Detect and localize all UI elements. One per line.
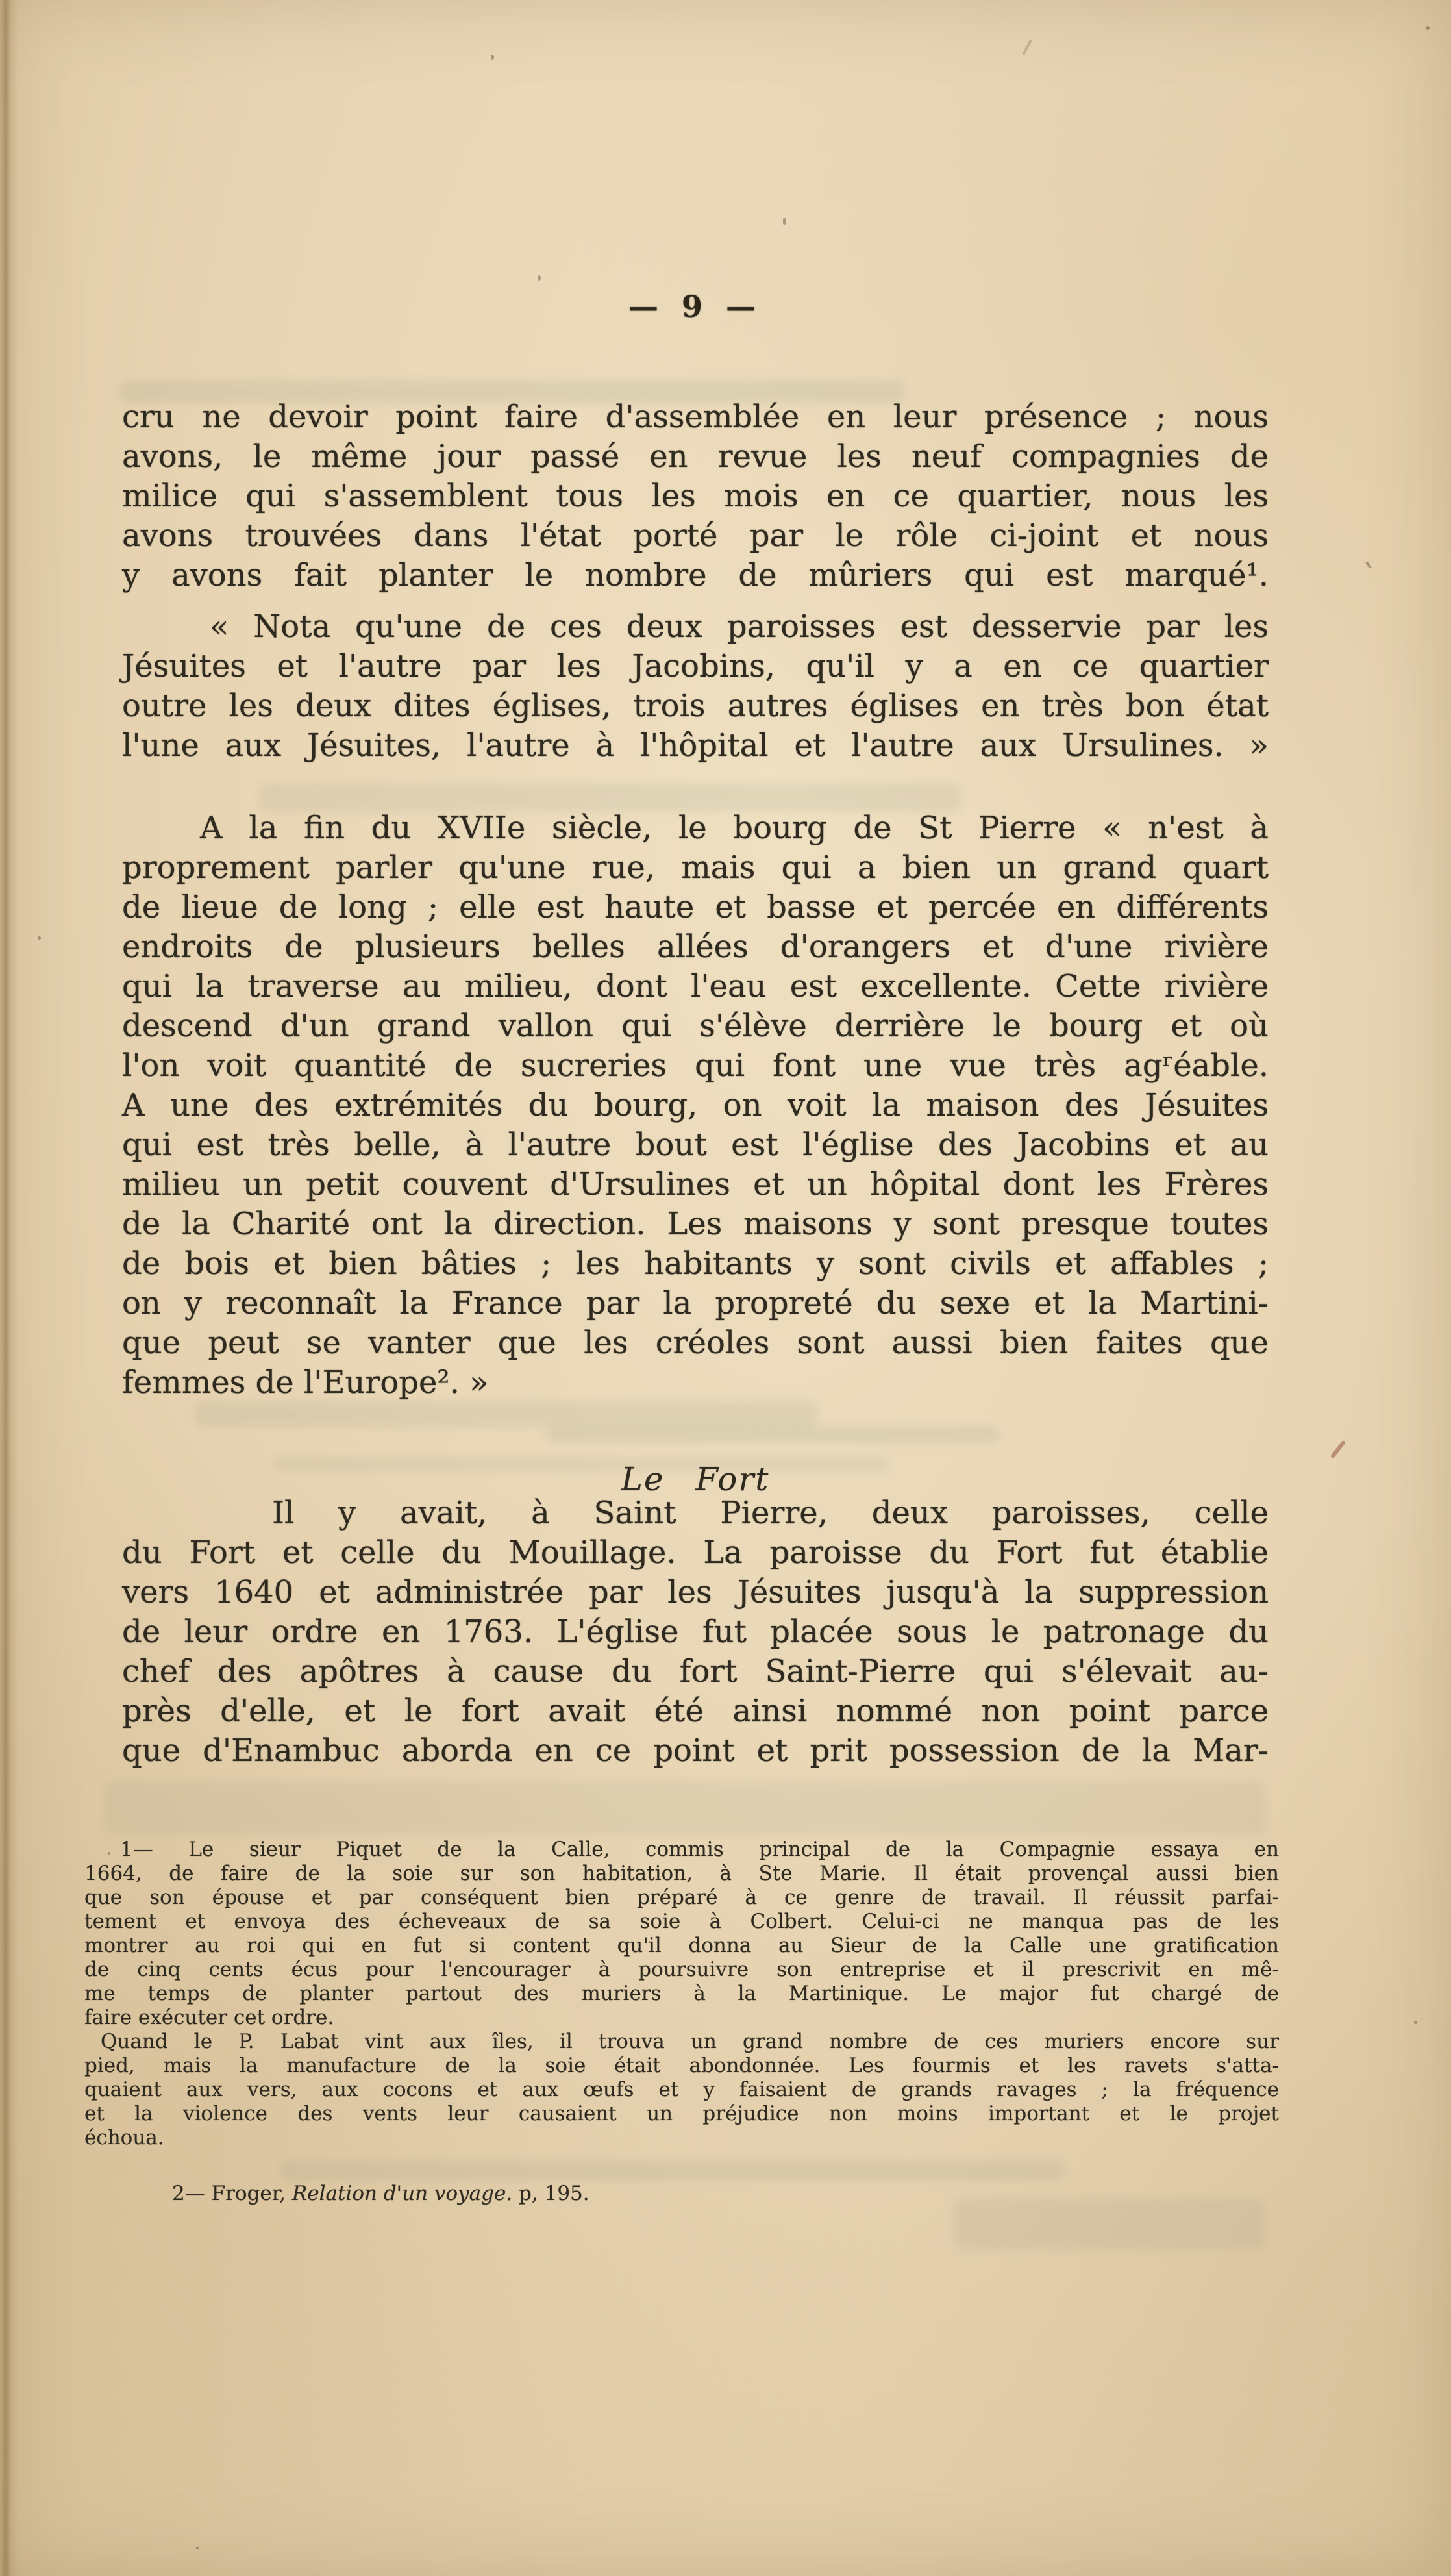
- ink-bleed-ghost: [545, 1426, 1000, 1443]
- paper-speck: [1022, 40, 1032, 56]
- text-line: Jésuites et l'autre par les Jacobins, qu'il y a en ce quartier: [122, 648, 1269, 684]
- page-binding-edge: [0, 0, 18, 2576]
- text-line: de cinq cents écus pour l'encourager à poursuivre son entreprise et il prescrivit en mê-: [84, 1958, 1279, 1981]
- text-line: 1664, de faire de la soie sur son habitation, à Ste Marie. Il était provençal aussi bien: [84, 1862, 1279, 1885]
- text-line: « Nota qu'une de ces deux paroisses est desservie par les: [210, 608, 1269, 645]
- text-line: A une des extrémités du bourg, on voit la maison des Jésuites: [122, 1087, 1269, 1123]
- text-line: l'une aux Jésuites, l'autre à l'hôpital et l'autre aux Ursulines. »: [122, 727, 1269, 764]
- text-line: près d'elle, et le fort avait été ainsi nommé non point parce: [122, 1693, 1269, 1729]
- text-line: pied, mais la manufacture de la soie était abondonnée. Les fourmis et les ravets s'atta-: [84, 2054, 1279, 2077]
- text-line: montrer au roi qui en fut si content qu'il donna au Sieur de la Calle une gratification: [84, 1934, 1279, 1957]
- footnote-2-work-title: Relation d'un voyage.: [291, 2182, 513, 2205]
- text-line: de bois et bien bâties ; les habitants y sont civils et affables ;: [122, 1245, 1269, 1282]
- paragraph-nota-paroisses: [122, 607, 1269, 766]
- text-line: milice qui s'assemblent tous les mois en ce quartier, nous les: [122, 478, 1269, 514]
- text-line: de la Charité ont la direction. Les maisons y sont presque toutes: [122, 1206, 1269, 1242]
- footnote-2-page-ref: p, 195.: [512, 2182, 589, 2205]
- paragraph-milice-review: [122, 397, 1269, 595]
- text-line: avons trouvées dans l'état porté par le rôle ci-joint et nous: [122, 518, 1269, 554]
- paper-speck: [491, 55, 494, 60]
- footnote-1-part-b: [84, 2030, 1279, 2150]
- text-line: qui est très belle, à l'autre bout est l'église des Jacobins et au: [122, 1127, 1269, 1163]
- footnote-2: [84, 2182, 1279, 2206]
- ink-bleed-ghost: [260, 783, 961, 812]
- text-line: que son épouse et par conséquent bien préparé à ce genre de travail. Il réussit parfai-: [84, 1886, 1279, 1909]
- text-line: vers 1640 et administrée par les Jésuites jusqu'à la suppression: [122, 1574, 1269, 1610]
- text-line: quaient aux vers, aux cocons et aux œufs et y faisaient de grands ravages ; la fréquence: [84, 2078, 1279, 2101]
- paper-speck: [1365, 561, 1372, 569]
- text-line: de leur ordre en 1763. L'église fut placée sous le patronage du: [122, 1614, 1269, 1650]
- text-line: l'on voit quantité de sucreries qui font une vue très agʳéable.: [122, 1047, 1269, 1084]
- text-line: descend d'un grand vallon qui s'élève derrière le bourg et où: [122, 1008, 1269, 1044]
- footnote-1-part-a: [84, 1838, 1279, 2030]
- text-line: on y reconnaît la France par la propreté du sexe et la Martini-: [122, 1285, 1269, 1321]
- text-line: milieu un petit couvent d'Ursulines et un hôpital dont les Frères: [122, 1166, 1269, 1203]
- red-ink-mark: [1330, 1440, 1346, 1459]
- paragraph-bourg-st-pierre: [122, 808, 1269, 1403]
- text-line: du Fort et celle du Mouillage. La paroisse du Fort fut établie: [122, 1534, 1269, 1571]
- paper-speck: [1426, 26, 1430, 30]
- paper-speck: [783, 218, 786, 225]
- text-line: que peut se vanter que les créoles sont aussi bien faites que: [122, 1325, 1269, 1361]
- section-heading-le-fort: Le Fort: [621, 1460, 770, 1498]
- text-line: Il y avait, à Saint Pierre, deux paroisses, celle: [272, 1495, 1269, 1531]
- text-line: endroits de plusieurs belles allées d'orangers et d'une rivière: [122, 929, 1269, 965]
- text-line: avons, le même jour passé en revue les neuf compagnies de: [122, 438, 1269, 475]
- text-line: me temps de planter partout des muriers à la Martinique. Le major fut chargé de: [84, 1982, 1279, 2005]
- text-line: échoua.: [84, 2126, 164, 2149]
- text-line: qui la traverse au milieu, dont l'eau est excellente. Cette rivière: [122, 968, 1269, 1005]
- paragraph-le-fort: [122, 1494, 1269, 1771]
- text-line: A la fin du XVIIe siècle, le bourg de St Pierre « n'est à: [200, 810, 1269, 846]
- footnotes-block: [84, 1838, 1279, 2206]
- text-line: femmes de l'Europe². »: [122, 1364, 489, 1401]
- ink-bleed-ghost: [954, 2198, 1266, 2250]
- paper-speck: [1414, 2021, 1417, 2024]
- text-line: que d'Enambuc aborda en ce point et prit possession de la Mar-: [122, 1732, 1269, 1769]
- text-line: 1— Le sieur Piquet de la Calle, commis principal de la Compagnie essaya en: [120, 1838, 1279, 1861]
- text-line: cru ne devoir point faire d'assemblée en leur présence ; nous: [122, 399, 1269, 435]
- text-line: et la violence des vents leur causaient un préjudice non moins important et le projet: [84, 2102, 1279, 2125]
- paper-speck: [196, 2547, 199, 2549]
- text-line: chef des apôtres à cause du fort Saint-Pierre qui s'élevait au-: [122, 1653, 1269, 1690]
- paper-speck: [538, 275, 541, 281]
- paper-speck: [38, 936, 41, 940]
- text-line: tement et envoya des écheveaux de sa soie à Colbert. Celui-ci ne manqua pas de les: [84, 1910, 1279, 1933]
- text-line: outre les deux dites églises, trois autres églises en très bon état: [122, 688, 1269, 724]
- footnote-2-prefix: 2— Froger,: [172, 2182, 292, 2205]
- text-line: de lieue de long ; elle est haute et basse et percée en différents: [122, 889, 1269, 925]
- page-number: — 9 —: [628, 289, 763, 324]
- ink-bleed-ghost: [195, 1401, 818, 1427]
- text-line: y avons fait planter le nombre de mûriers qui est marqué¹.: [122, 557, 1269, 594]
- text-line: proprement parler qu'une rue, mais qui a bien un grand quart: [122, 849, 1269, 886]
- text-line: faire exécuter cet ordre.: [84, 2006, 334, 2029]
- ink-bleed-ghost: [104, 1781, 1266, 1835]
- text-line: Quand le P. Labat vint aux îles, il trouva un grand nombre de ces muriers encore sur: [101, 2030, 1279, 2053]
